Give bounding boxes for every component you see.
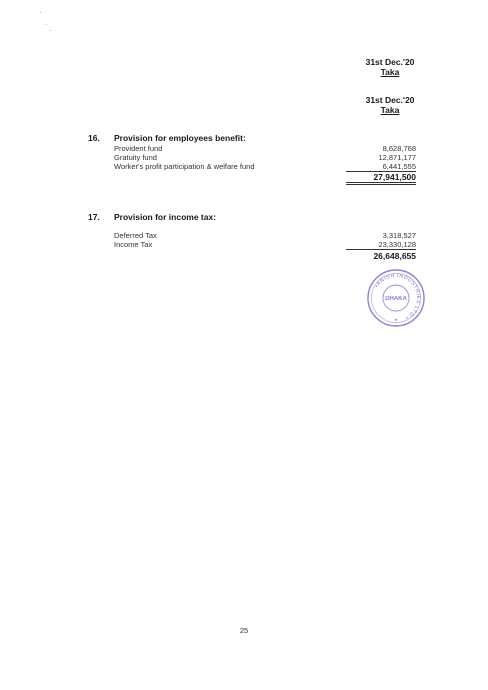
column-header-date: 31st Dec.'20: [365, 57, 415, 67]
section-number: 17.: [88, 212, 100, 222]
row-label: Provident fund: [114, 144, 163, 153]
scan-speck: [46, 24, 47, 25]
row-amount: 8,628,768: [382, 144, 416, 153]
row-amount: 3,318,527: [382, 231, 416, 240]
row-amount: 6,441,555: [382, 162, 416, 171]
row-label: Gratuity fund: [114, 153, 157, 162]
svg-text:•ANISH INDUSTRIES LTD.•: •ANISH INDUSTRIES LTD.•: [374, 272, 422, 321]
section-number: 16.: [88, 133, 100, 143]
column-header-unit: Taka: [380, 105, 400, 115]
section-title: Provision for income tax:: [114, 212, 217, 222]
column-header-date: 31st Dec.'20: [365, 95, 415, 105]
total-double-rule: [346, 182, 416, 183]
total-double-rule: [346, 184, 416, 185]
scan-speck: [40, 12, 41, 13]
column-header: [350, 95, 430, 115]
row-label: Worker's profit participation & welfare fund: [114, 162, 255, 171]
page-number: 25: [239, 626, 249, 635]
row-label: Income Tax: [114, 240, 153, 249]
column-header: [350, 57, 430, 77]
subtotal-rule: [346, 249, 416, 250]
section-total: 26,648,655: [373, 251, 416, 261]
svg-text:★: ★: [394, 317, 398, 322]
company-stamp: [366, 268, 426, 328]
row-label: Deferred Tax: [114, 231, 157, 240]
section-total: 27,941,500: [373, 172, 416, 182]
svg-text:DHAKA: DHAKA: [385, 296, 407, 302]
column-header-unit: Taka: [380, 67, 400, 77]
section-title: Provision for employees benefit:: [114, 133, 246, 143]
row-amount: 23,330,128: [378, 240, 416, 249]
row-amount: 12,871,177: [378, 153, 416, 162]
scan-speck: [50, 30, 51, 31]
